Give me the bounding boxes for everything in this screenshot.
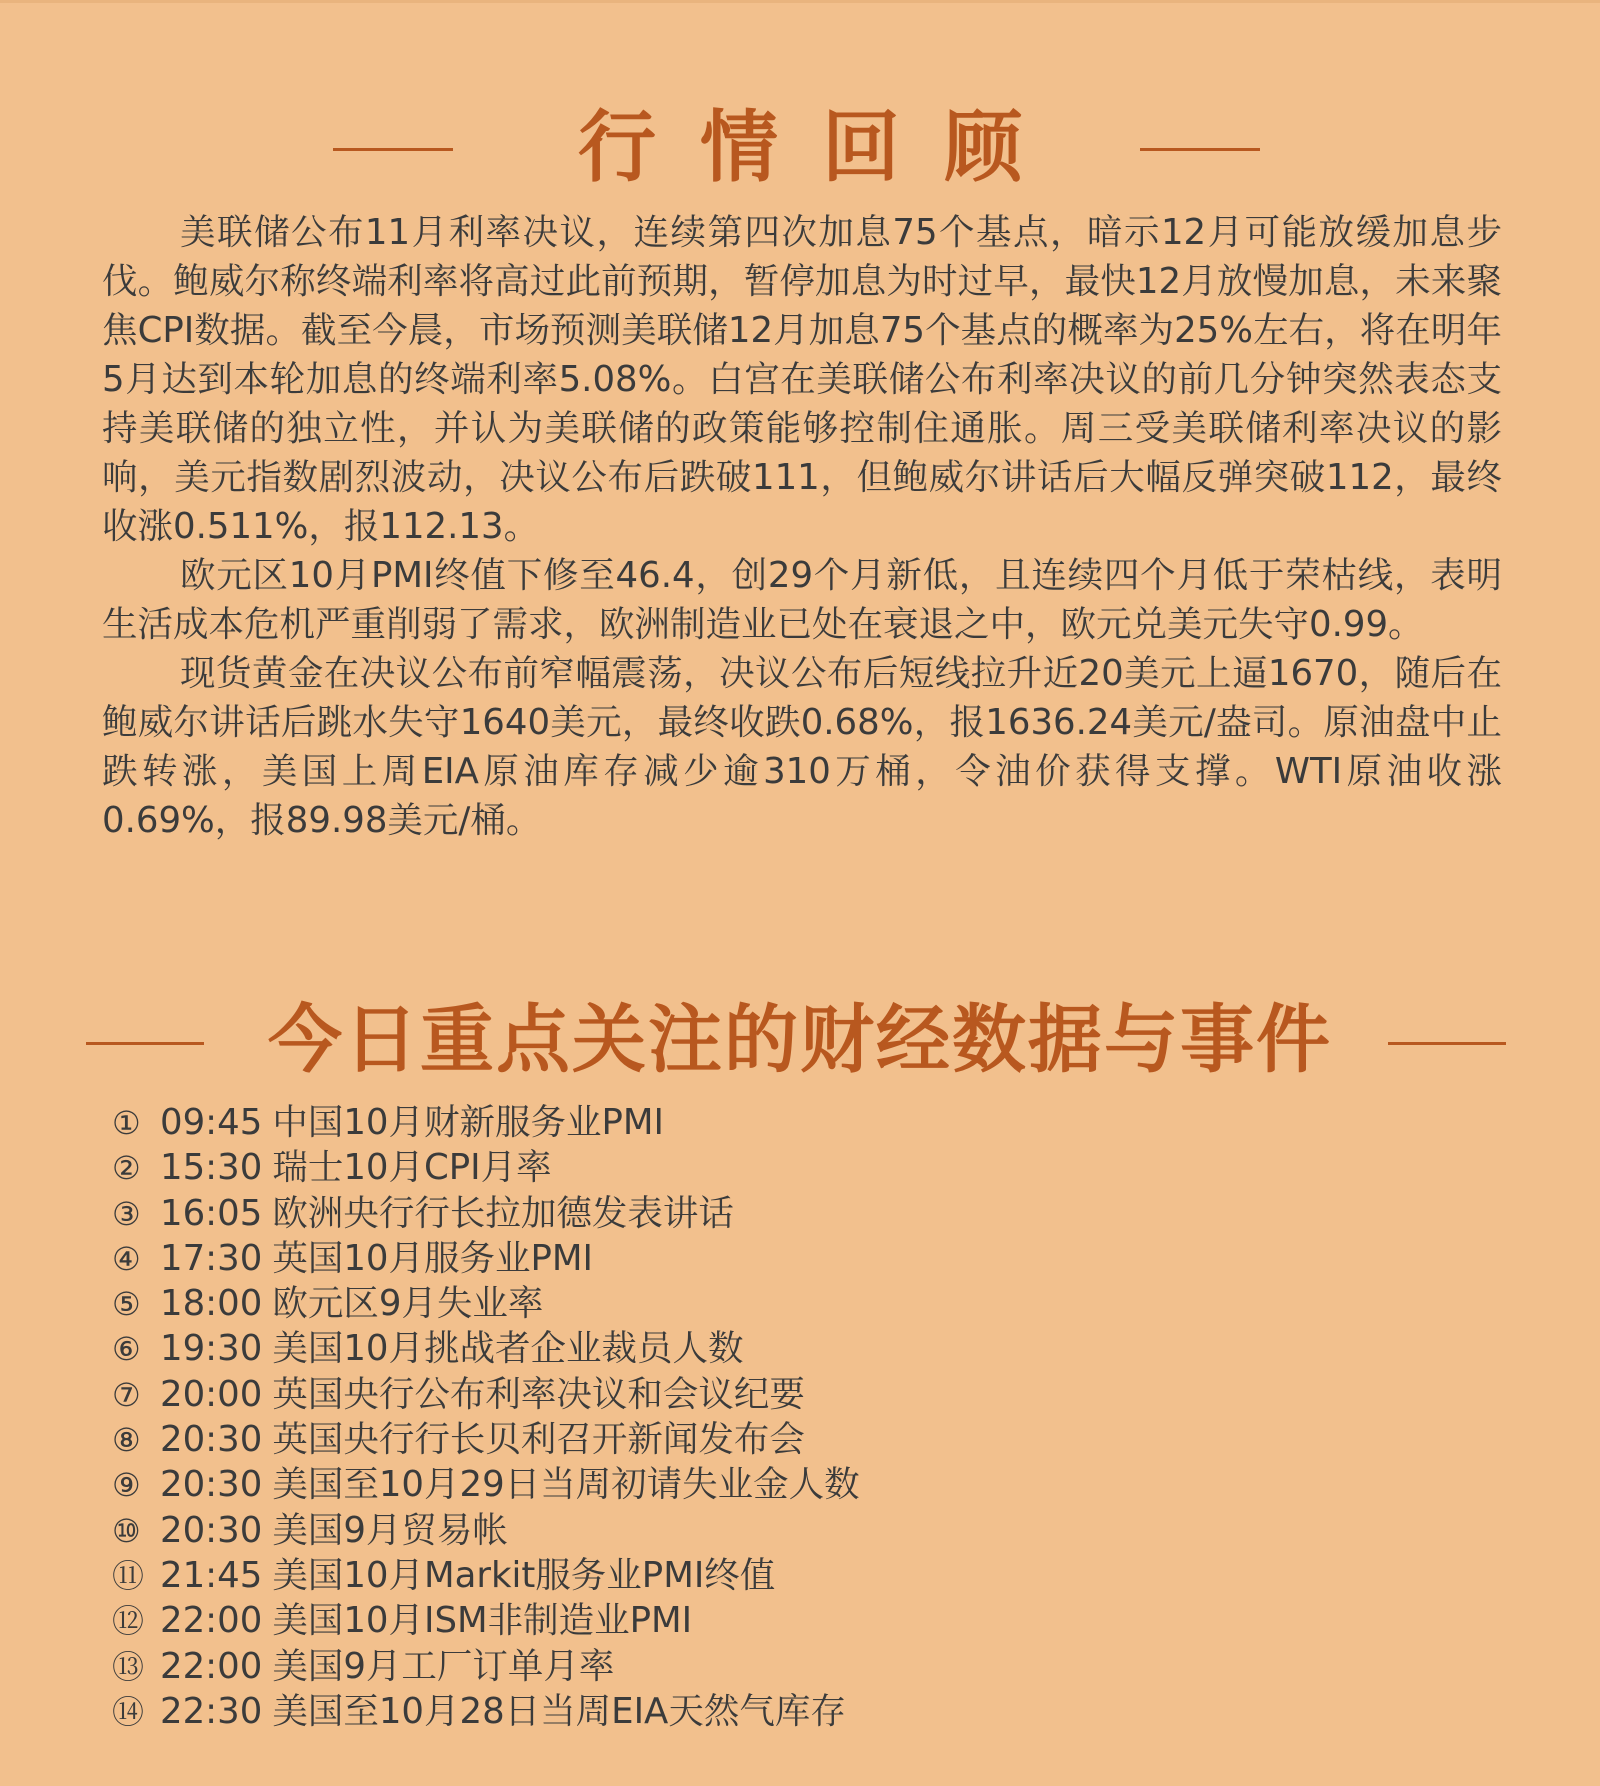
event-text: 美国至10月29日当周初请失业金人数 <box>272 1464 860 1506</box>
event-time: 18:00 <box>160 1283 263 1325</box>
event-item <box>112 1191 1412 1236</box>
event-text: 欧元区9月失业率 <box>272 1283 544 1325</box>
event-text: 美国至10月28日当周EIA天然气库存 <box>272 1690 846 1732</box>
event-item <box>112 1326 1412 1371</box>
title-rule-right <box>1140 148 1260 151</box>
event-item <box>112 1644 1412 1689</box>
event-time: 09:45 <box>160 1102 263 1143</box>
event-text: 美国9月工厂订单月率 <box>272 1645 615 1687</box>
review-paragraph: 欧元区10月PMI终值下修至46.4，创29个月新低，且连续四个月低于荣枯线，表明生活成本危机严重削弱了需求，欧洲制造业已处在衰退之中，欧元兑美元失守0.99。 <box>102 555 1502 645</box>
event-item <box>112 1689 1412 1734</box>
event-time: 22:00 <box>160 1645 263 1687</box>
event-number: ① <box>112 1104 141 1142</box>
event-text: 英国央行行长贝利召开新闻发布会 <box>272 1419 805 1461</box>
event-time: 20:30 <box>160 1464 263 1506</box>
review-title: 行情回顾 <box>577 103 1066 193</box>
event-time: 17:30 <box>160 1237 263 1279</box>
event-time: 22:30 <box>160 1690 263 1732</box>
event-item <box>112 1100 1412 1145</box>
event-number: ③ <box>112 1194 141 1233</box>
event-number: ⑭ <box>112 1692 145 1731</box>
event-number: ⑫ <box>112 1602 145 1641</box>
focus-section-header <box>0 990 1600 1090</box>
event-number: ④ <box>112 1239 141 1278</box>
review-section-header <box>0 98 1600 198</box>
event-time: 20:30 <box>160 1509 263 1551</box>
event-time: 19:30 <box>160 1328 263 1370</box>
event-number: ⑤ <box>112 1285 141 1324</box>
event-item <box>112 1281 1412 1326</box>
event-number: ⑬ <box>112 1647 145 1686</box>
review-body <box>102 208 1502 845</box>
event-item <box>112 1598 1412 1643</box>
event-item <box>112 1462 1412 1507</box>
event-item <box>112 1372 1412 1417</box>
event-item <box>112 1508 1412 1553</box>
title-rule-right <box>1388 1042 1506 1045</box>
event-time: 21:45 <box>160 1554 263 1596</box>
event-time: 22:00 <box>160 1600 263 1642</box>
event-text: 美国10月ISM非制造业PMI <box>272 1600 693 1642</box>
event-text: 美国9月贸易帐 <box>272 1509 508 1551</box>
review-paragraph: 美联储公布11月利率决议，连续第四次加息75个基点，暗示12月可能放缓加息步伐。鲍威尔称终端利率将高过此前预期，暂停加息为时过早，最快12月放慢加息，未来聚焦CPI数据。截至今晨，市场预测美联储12月加息75个基点的概率为25%左右，将在明年5月达到本轮加息的终端利率5.08%。白宫在美联储公布利率决议的前几分钟突然表态支持美联储的独立性，并认为美联储的政策能够控制住通胀。周三受美联储利率决议的影响，美元指数剧烈波动，决议公布后跌破111，但鲍威尔讲话后大幅反弹突破112，最终收涨0.511%，报112.13。 <box>102 212 1502 547</box>
top-border <box>0 0 1600 3</box>
event-number: ⑦ <box>112 1375 141 1414</box>
event-number: ⑪ <box>112 1556 145 1595</box>
event-list <box>112 1100 1412 1734</box>
event-number: ⑧ <box>112 1421 141 1460</box>
event-number: ② <box>112 1149 141 1188</box>
event-time: 20:30 <box>160 1419 263 1461</box>
event-time: 15:30 <box>160 1147 263 1189</box>
event-number: ⑩ <box>112 1511 141 1550</box>
event-item <box>112 1417 1412 1462</box>
event-text: 中国10月财新服务业PMI <box>272 1102 664 1143</box>
event-text: 美国10月挑战者企业裁员人数 <box>272 1328 744 1370</box>
focus-title: 今日重点关注的财经数据与事件 <box>268 997 1332 1083</box>
event-text: 英国央行公布利率决议和会议纪要 <box>272 1373 805 1415</box>
event-number: ⑥ <box>112 1330 141 1369</box>
event-time: 16:05 <box>160 1192 263 1234</box>
review-paragraph: 现货黄金在决议公布前窄幅震荡，决议公布后短线拉升近20美元上逼1670，随后在鲍威尔讲话后跳水失守1640美元，最终收跌0.68%，报1636.24美元/盎司。原油盘中止跌转涨，美国上周EIA原油库存减少逾310万桶，令油价获得支撑。WTI原油收涨0.69%，报89.98美元/桶。 <box>102 653 1502 841</box>
event-text: 英国10月服务业PMI <box>272 1237 593 1279</box>
event-text: 欧洲央行行长拉加德发表讲话 <box>272 1192 734 1234</box>
event-text: 瑞士10月CPI月率 <box>272 1147 552 1189</box>
event-text: 美国10月Markit服务业PMI终值 <box>272 1554 776 1596</box>
event-time: 20:00 <box>160 1373 263 1415</box>
event-item <box>112 1553 1412 1598</box>
event-item <box>112 1236 1412 1281</box>
event-number: ⑨ <box>112 1466 141 1505</box>
event-item <box>112 1145 1412 1190</box>
